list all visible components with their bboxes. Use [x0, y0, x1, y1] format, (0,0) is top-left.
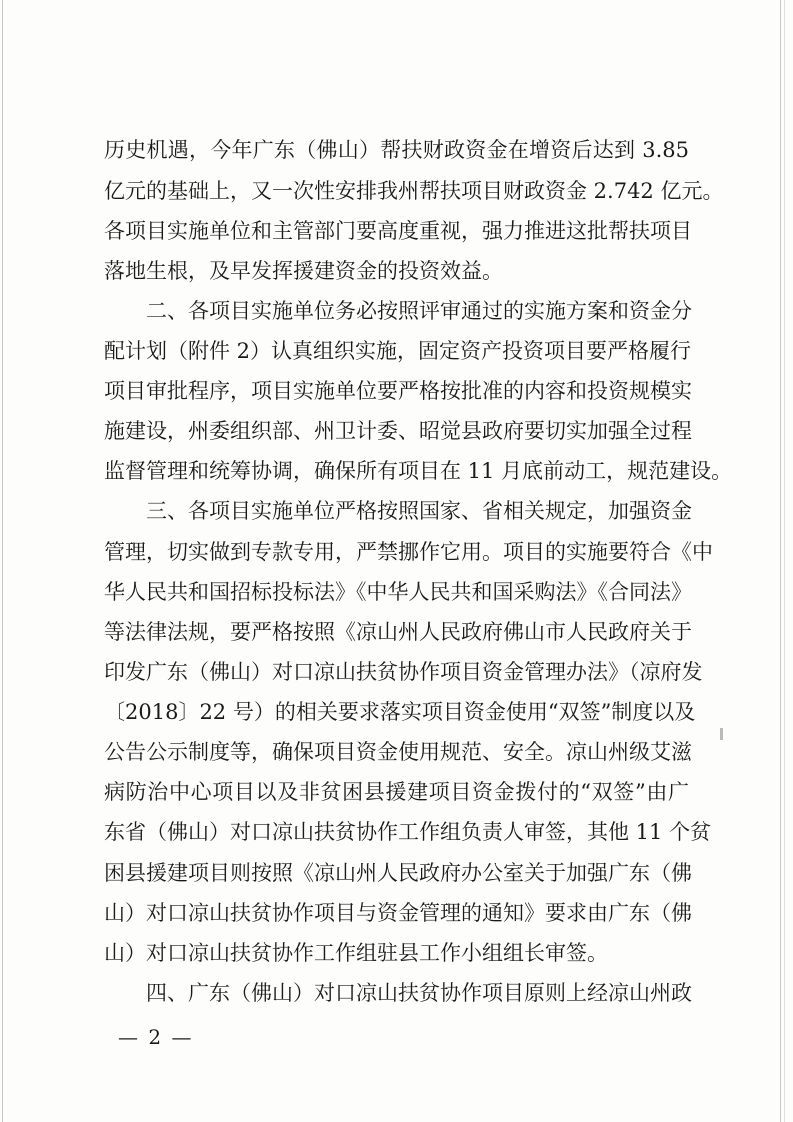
text-line: 山）对口凉山扶贫协作工作组驻县工作小组组长审签。 [104, 941, 608, 965]
text-line: 落地生根，及早发挥援建资金的投资效益。 [104, 259, 503, 283]
text-line: 病防治中心项目以及非贫困县援建项目资金拨付的“双签”由广 [104, 780, 689, 804]
scan-edge-right [780, 0, 781, 1122]
text-line: 历史机遇，今年广东（佛山）帮扶财政资金在增资后达到 3.85 [104, 138, 689, 162]
text-line: 困县援建项目则按照《凉山州人民政府办公室关于加强广东（佛 [104, 861, 692, 885]
page-number: — 2 — [118, 1025, 194, 1049]
scan-edge-right-faint [784, 0, 785, 1122]
text-line: 配计划（附件 2）认真组织实施，固定资产投资项目要严格履行 [104, 339, 692, 363]
paragraph-start-line: 三、各项目实施单位严格按照国家、省相关规定，加强资金 [146, 499, 692, 523]
text-line: 监督管理和统筹协调，确保所有项目在 11 月底前动工，规范建设。 [104, 459, 733, 483]
text-line: 施建设，州委组织部、州卫计委、昭觉县政府要切实加强全过程 [104, 419, 692, 443]
scan-edge-left [2, 0, 3, 1122]
text-line: 管理，切实做到专款专用，严禁挪作它用。项目的实施要符合《中 [104, 540, 713, 564]
paragraph-start-line: 四、广东（佛山）对口凉山扶贫协作项目原则上经凉山州政 [146, 981, 692, 1005]
text-line: 各项目实施单位和主管部门要高度重视，强力推进这批帮扶项目 [104, 219, 692, 243]
text-line: 项目审批程序，项目实施单位要严格按批准的内容和投资规模实 [104, 379, 692, 403]
scan-mark [720, 728, 723, 740]
text-line: 山）对口凉山扶贫协作项目与资金管理的通知》要求由广东（佛 [104, 901, 692, 925]
text-line: 华人民共和国招标投标法》《中华人民共和国采购法》《合同法》 [104, 580, 692, 604]
text-line: 亿元的基础上，又一次性安排我州帮扶项目财政资金 2.742 亿元。 [104, 179, 724, 203]
paragraph-start-line: 二、各项目实施单位务必按照评审通过的实施方案和资金分 [146, 299, 692, 323]
text-line: 公告公示制度等，确保项目资金使用规范、安全。凉山州级艾滋 [104, 740, 692, 764]
text-line: 等法律法规，要严格按照《凉山州人民政府佛山市人民政府关于 [104, 620, 692, 644]
text-line: 〔2018〕22 号）的相关要求落实项目资金使用“双签”制度以及 [104, 700, 696, 724]
text-line: 东省（佛山）对口凉山扶贫协作工作组负责人审签，其他 11 个贫 [104, 820, 712, 844]
text-line: 印发广东（佛山）对口凉山扶贫协作项目资金管理办法》（凉府发 [104, 660, 703, 684]
